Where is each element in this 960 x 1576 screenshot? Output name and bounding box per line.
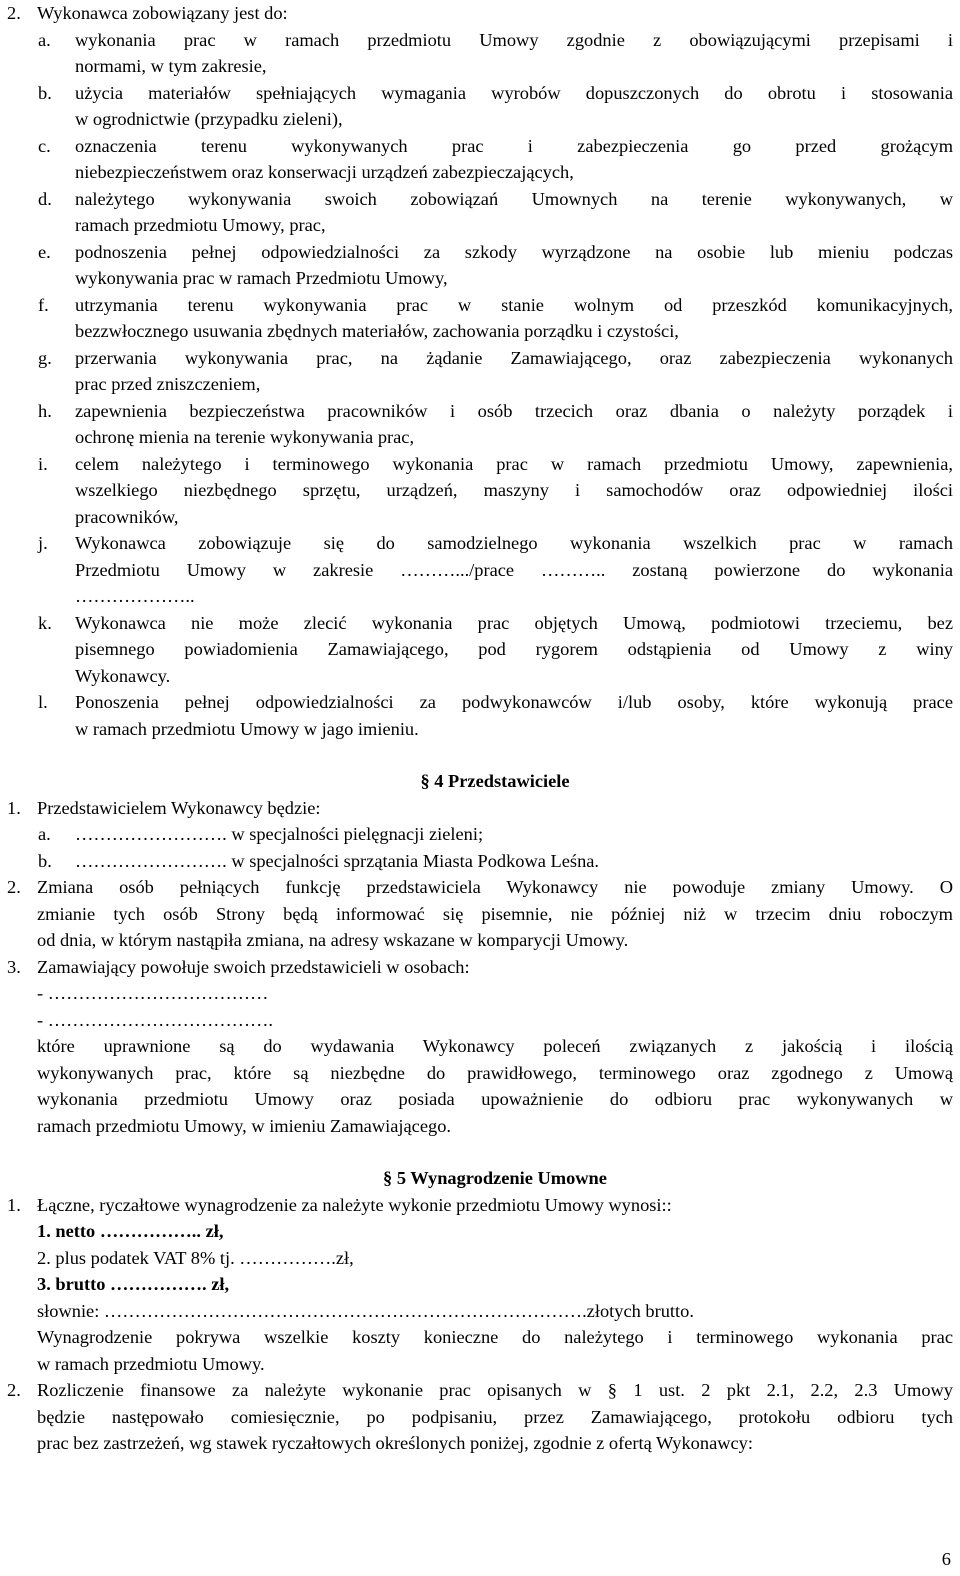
item-line: wszelkiego niezbędnego sprzętu, urządzeń, maszyny i samochodów oraz odpowiedniej ilości: [75, 480, 953, 500]
item-letter: b.: [38, 850, 52, 871]
item-letter: i.: [38, 453, 48, 474]
item-letter: a.: [38, 29, 51, 50]
blank-line: - ……………………………….: [37, 1009, 274, 1030]
item-line: oznaczenia terenu wykonywanych prac i zabezpieczenia go przed grożącym: [75, 135, 953, 156]
item-line: które uprawnione są do wydawania Wykonawcy poleceń związanych z jakością i ilością: [37, 1036, 953, 1056]
item-line: ……………………. w specjalności sprzątania Miasta Podkowa Leśna.: [75, 850, 600, 871]
item-line: przerwania wykonywania prac, na żądanie Zamawiającego, oraz zabezpieczenia wykonanych: [75, 347, 953, 368]
page-number: 6: [941, 1548, 951, 1569]
section-5-point-1: [7, 1192, 953, 1378]
obligation-item: [7, 292, 953, 345]
item-line: prac bez zastrzeżeń, wg stawek ryczałtowych określonych poniżej, zgodnie z ofertą Wykonawcy:: [37, 1433, 753, 1453]
obligation-item: [7, 27, 953, 80]
list-number: 2.: [7, 1380, 21, 1400]
item-line: ramach przedmiotu Umowy, prac,: [75, 215, 326, 235]
section-5-heading: § 5 Wynagrodzenie Umowne: [383, 1168, 607, 1188]
item-line: wykonania prac w ramach przedmiotu Umowy zgodnie z obowiązującymi przepisami i: [75, 29, 953, 50]
obligation-item-l: [7, 689, 953, 742]
section-4-point-3: [7, 954, 953, 1140]
item-line: zapewnienia bezpieczeństwa pracowników i osób trzecich oraz dbania o należyty porządek i: [75, 400, 953, 421]
obligation-item-j: [7, 530, 953, 610]
obligation-item-k: [7, 610, 953, 690]
obligation-item: [7, 80, 953, 133]
item-letter: j.: [38, 533, 48, 553]
list-number: 1.: [7, 1194, 21, 1215]
item-line: wykonywanych prac, które są niezbędne do prawidłowego, terminowego oraz zgodnego z Umową: [37, 1062, 953, 1083]
item-line: wykonywania prac w ramach Przedmiotu Umowy,: [75, 268, 448, 288]
item-line: w ramach przedmiotu Umowy w jago imieniu.: [75, 718, 419, 739]
item-line: Zamawiający powołuje swoich przedstawicieli w osobach:: [37, 956, 470, 977]
obligation-item: [7, 345, 953, 398]
item-line: celem należytego i terminowego wykonania prac w ramach przedmiotu Umowy, zapewnienia,: [75, 453, 953, 474]
item-line: podnoszenia pełnej odpowiedzialności za szkody wyrządzone na osobie lub mieniu podczas: [75, 241, 953, 262]
section-5-point-2: [7, 1377, 953, 1457]
list-text: Przedstawicielem Wykonawcy będzie:: [37, 797, 321, 818]
list-number: 3.: [7, 956, 21, 977]
item-line: Łączne, ryczałtowe wynagrodzenie za należyte wykonie przedmiotu Umowy wynosi::: [37, 1194, 672, 1215]
vat-amount: 2. plus podatek VAT 8% tj. …………….zł,: [37, 1247, 354, 1268]
section-4-heading: § 4 Przedstawiciele: [420, 771, 570, 791]
item-letter: g.: [38, 347, 52, 368]
item-line: ………………..: [75, 586, 195, 606]
item-line: ……………………. w specjalności pielęgnacji zieleni;: [75, 824, 484, 844]
item-line: użycia materiałów spełniających wymagania wyrobów dopuszczonych do obrotu i stosowania: [75, 82, 953, 103]
representative-a: [7, 821, 953, 848]
obligation-item-i: [7, 451, 953, 531]
obligation-item: [7, 186, 953, 239]
item-line: zmianie tych osób Strony będą informować się pisemnie, nie później niż w trzecim dniu roboczym: [37, 903, 953, 924]
item-line: Wykonawca nie może zlecić wykonania prac objętych Umową, podmiotowi trzeciemu, bez: [75, 612, 953, 633]
item-line: niebezpieczeństwem oraz konserwacji urządzeń zabezpieczających,: [75, 162, 574, 182]
item-line: normami, w tym zakresie,: [75, 56, 267, 76]
item-letter: a.: [38, 824, 51, 844]
item-line: należytego wykonywania swoich zobowiązań Umownych na terenie wykonywanych, w: [75, 188, 953, 209]
item-line: bezzwłocznego usuwania zbędnych materiałów, zachowania porządku i czystości,: [75, 321, 679, 341]
item-line: ochronę mienia na terenie wykonywania prac,: [75, 427, 415, 447]
item-line: Wynagrodzenie pokrywa wszelkie koszty konieczne do należytego i terminowego wykonania prac: [37, 1327, 953, 1347]
item-line: Wykonawca zobowiązuje się do samodzielnego wykonania wszelkich prac w ramach: [75, 533, 953, 553]
obligation-item: [7, 239, 953, 292]
blank-line: - ………………………………: [37, 983, 269, 1003]
list-number: 1.: [7, 797, 21, 818]
obligations-list: [7, 27, 953, 451]
item-letter: c.: [38, 135, 51, 156]
item-line: Zmiana osób pełniących funkcję przedstawiciela Wykonawcy nie powoduje zmiany Umowy. O: [37, 877, 953, 897]
item-line: pisemnego powiadomienia Zamawiającego, pod rygorem odstąpienia od Umowy z winy: [75, 639, 953, 659]
item-letter: e.: [38, 241, 51, 262]
amount-in-words: słownie: …………………………………………………………………….złotych brutto.: [37, 1300, 694, 1321]
item-letter: b.: [38, 82, 52, 103]
obligation-item: [7, 133, 953, 186]
item-line: pracowników,: [75, 506, 179, 527]
list-text: Wykonawca zobowiązany jest do:: [37, 3, 288, 23]
item-line: utrzymania terenu wykonywania prac w stanie wolnym od przeszkód komunikacyjnych,: [75, 294, 953, 315]
item-letter: l.: [38, 692, 48, 712]
item-line: Wykonawcy.: [75, 665, 171, 686]
item-line: Ponoszenia pełnej odpowiedzialności za podwykonawców i/lub osoby, które wykonują prace: [75, 692, 953, 712]
item-letter: d.: [38, 188, 52, 209]
item-line: Rozliczenie finansowe za należyte wykonanie prac opisanych w § 1 ust. 2 pkt 2.1, 2.2, 2.3 Umowy: [37, 1380, 953, 1400]
item-line: w ogrodnictwie (przypadku zieleni),: [75, 109, 343, 129]
item-line: ramach przedmiotu Umowy, w imieniu Zamawiającego.: [37, 1115, 451, 1136]
obligation-item: [7, 398, 953, 451]
section-2-intro: [7, 0, 953, 27]
net-amount: 1. netto …………….. zł,: [37, 1221, 224, 1241]
item-line: od dnia, w którym nastąpiła zmiana, na adresy wskazane w komparycji Umowy.: [37, 930, 629, 950]
list-number: 2.: [7, 877, 21, 897]
item-line: prac przed zniszczeniem,: [75, 374, 261, 394]
section-4-point-1: [7, 795, 953, 822]
item-line: w ramach przedmiotu Umowy.: [37, 1353, 265, 1374]
item-letter: k.: [38, 612, 52, 633]
representative-b: [7, 848, 953, 875]
gross-amount: 3. brutto ……………. zł,: [37, 1274, 230, 1294]
item-letter: f.: [38, 294, 49, 315]
item-line: będzie następowało comiesięcznie, po podpisaniu, przez Zamawiającego, protokołu odbioru tych: [37, 1406, 953, 1427]
item-line: Przedmiotu Umowy w zakresie ……….../prace ……….. zostaną powierzone do wykonania: [75, 559, 953, 580]
section-4-point-2: [7, 874, 953, 954]
document-page: [7, 0, 953, 1457]
item-letter: h.: [38, 400, 52, 421]
item-line: wykonania przedmiotu Umowy oraz posiada upoważnienie do odbioru prac wykonywanych w: [37, 1089, 953, 1109]
list-number: 2.: [7, 3, 21, 23]
